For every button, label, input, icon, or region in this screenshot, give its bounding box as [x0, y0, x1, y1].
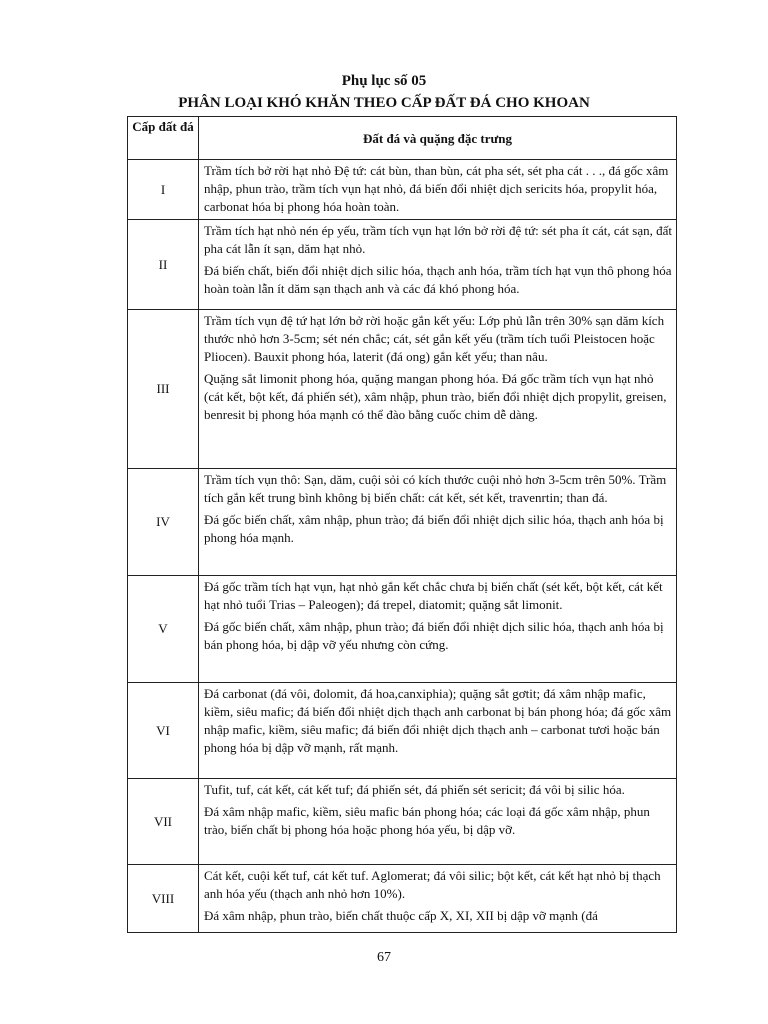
description-paragraph: Tufit, tuf, cát kết, cát kết tuf; đá phiến sét, đá phiến sét sericit; đá vôi bị silic hóa.: [204, 782, 625, 797]
description-paragraph: Trầm tích bở rời hạt nhỏ Đệ tứ: cát bùn, than bùn, cát pha sét, sét pha cát . . ., đá gốc xâm nhập, phun trào, trầm tích vụn hạt nhỏ, đá biến đổi nhiệt dịch sericits hóa, propylit hóa, carbonat hóa bị phong hóa hoàn toàn.: [204, 163, 669, 214]
description-cell: [199, 779, 677, 865]
grade-cell: IV: [128, 469, 199, 576]
grade-cell: I: [128, 160, 199, 220]
column-header-grade: Cấp đất đá: [128, 117, 199, 160]
description-paragraph: Đá gốc biến chất, xâm nhập, phun trào; đá biến đổi nhiệt dịch silic hóa, thạch anh hóa bị phong hóa mạnh.: [204, 512, 664, 545]
grade-cell: V: [128, 576, 199, 683]
description-paragraph: Đá xâm nhập mafic, kiềm, siêu mafic bán phong hóa; các loại đá gốc xâm nhập, phun trào, biến chất bị phong hóa hoặc phong hóa yếu, bị dập vỡ.: [204, 804, 650, 837]
column-header-description: Đất đá và quặng đặc trưng: [199, 117, 677, 160]
description-cell: [199, 220, 677, 310]
grade-cell: III: [128, 310, 199, 469]
page-number: 67: [377, 950, 391, 965]
grade-cell: VII: [128, 779, 199, 865]
table-row: [128, 779, 677, 865]
table-row: [128, 310, 677, 469]
grade-cell: II: [128, 220, 199, 310]
appendix-label: Phụ lục số 05: [341, 73, 427, 89]
description-paragraph: Đá gốc trầm tích hạt vụn, hạt nhỏ gắn kết chắc chưa bị biến chất (sét kết, bột kết, cát kết hạt nhỏ tuổi Trias – Paleogen); đá trepel, diatomit; quặng sắt limonit.: [204, 579, 663, 612]
description-cell: [199, 576, 677, 683]
description-paragraph: Cát kết, cuội kết tuf, cát kết tuf. Aglomerat; đá vôi silic; bột kết, cát kết hạt nhỏ bị thạch anh hóa yếu (thạch anh nhỏ hơn 10%).: [204, 868, 661, 901]
description-paragraph: Trầm tích vụn đệ tứ hạt lớn bở rời hoặc gắn kết yếu: Lớp phủ lẫn trên 30% sạn dăm kích thước nhỏ hơn 3-5cm; sét nén chắc; cát, sét gắn kết yếu (trầm tích tuổi Pleistocen hoặc Pliocen). Bauxit phong hóa, laterit (đá ong) gắn kết yếu; than nâu.: [204, 313, 665, 364]
table-row: [128, 576, 677, 683]
description-paragraph: Trầm tích hạt nhỏ nén ép yếu, trầm tích vụn hạt lớn bở rời đệ tứ: sét pha ít cát, cát sạn, đất pha cát lẫn ít sạn, dăm hạt nhỏ.: [204, 223, 672, 256]
description-cell: [199, 310, 677, 469]
description-cell: [199, 469, 677, 576]
description-paragraph: Đá gốc biến chất, xâm nhập, phun trào; đá biến đổi nhiệt dịch silic hóa, thạch anh hóa bị bán phong hóa, bị dập vỡ yếu nhưng còn cứng.: [204, 619, 664, 652]
description-cell: [199, 160, 677, 220]
table-row: [128, 469, 677, 576]
description-cell: [199, 865, 677, 933]
table-row: [128, 160, 677, 220]
table-header-row: [128, 117, 677, 160]
table-row: [128, 220, 677, 310]
description-paragraph: Trầm tích vụn thô: Sạn, dăm, cuội sỏi có kích thước cuội nhỏ hơn 3-5cm trên 50%. Trầm tích gắn kết trung bình không bị biến chất: cát kết, sét kết, travenrtin; than đá.: [204, 472, 667, 505]
table-row: [128, 683, 677, 779]
document-title: PHÂN LOẠI KHÓ KHĂN THEO CẤP ĐẤT ĐÁ CHO KHOAN: [178, 95, 590, 111]
grade-cell: VIII: [128, 865, 199, 933]
description-paragraph: Đá biến chất, biến đổi nhiệt dịch silic hóa, thạch anh hóa, trầm tích hạt vụn thô phong hóa hoàn toàn lẫn ít dăm sạn thạch anh và các đá khó phong hóa.: [204, 263, 672, 296]
description-paragraph: Quặng sắt limonit phong hóa, quặng mangan phong hóa. Đá gốc trầm tích vụn hạt nhỏ (cát kết, bột kết, đá phiến sét), xâm nhập, phun trào, biến đổi nhiệt dịch propylit, greisen, benresit bị phong hóa mạnh có thể đào bằng cuốc chim dễ dàng.: [204, 371, 667, 422]
description-paragraph: Đá xâm nhập, phun trào, biến chất thuộc cấp X, XI, XII bị dập vỡ mạnh (đá: [204, 908, 598, 923]
description-paragraph: Đá carbonat (đá vôi, đolomit, đá hoa,canxiphia); quặng sắt gơtit; đá xâm nhập mafic, kiềm, siêu mafic; đá biến đổi nhiệt dịch thạch anh carbonat bị bán phong hóa; đá gốc xâm nhập mafic, kiềm, siêu mafic; đá biến đổi nhiệt dịch thạch anh – carbonat tươi hoặc bán phong hóa bị dập vỡ mạnh, rất mạnh.: [204, 686, 672, 755]
grade-cell: VI: [128, 683, 199, 779]
description-cell: [199, 683, 677, 779]
table-row: [128, 865, 677, 933]
rock-grade-table: [127, 116, 677, 933]
